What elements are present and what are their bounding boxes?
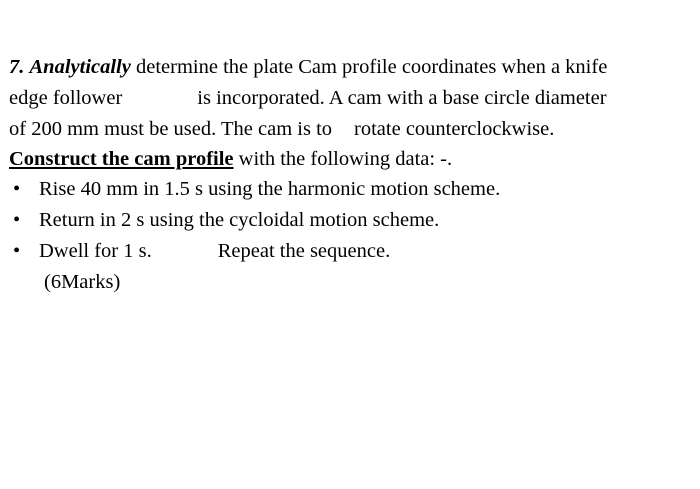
bullet-item-rise	[13, 177, 500, 201]
question-line-2-part-a: edge follower	[9, 87, 123, 109]
bullet-item-dwell	[13, 239, 390, 263]
construct-heading: Construct the cam profile	[9, 148, 234, 170]
question-line-1	[9, 55, 607, 79]
bullet-text: Rise 40 mm in 1.5 s using the harmonic motion scheme.	[39, 178, 501, 200]
question-line-3-part-a: of 200 mm must be used. The cam is to	[9, 118, 333, 140]
bullet-item-return	[13, 208, 439, 232]
bullet-text: Return in 2 s using the cycloidal motion scheme.	[39, 209, 440, 231]
repeat-note: Repeat the sequence.	[217, 240, 391, 262]
construct-line-text: with the following data: -.	[238, 148, 453, 170]
bullet-icon: •	[13, 209, 21, 231]
construct-line	[9, 147, 452, 171]
analytically-emphasis: Analytically	[29, 56, 131, 78]
question-line-3-part-b: rotate counterclockwise.	[354, 118, 555, 140]
question-line-3	[9, 117, 554, 141]
question-line-2-part-b: is incorporated. A cam with a base circle diameter	[197, 87, 607, 109]
question-line-2	[9, 86, 607, 110]
question-number: 7.	[9, 56, 25, 78]
question-line-1-text: determine the plate Cam profile coordinates when a knife	[135, 56, 608, 78]
bullet-icon: •	[13, 240, 21, 262]
bullet-icon: •	[13, 178, 21, 200]
bullet-text: Dwell for 1 s.	[39, 240, 152, 262]
marks-label: (6Marks)	[44, 271, 121, 293]
